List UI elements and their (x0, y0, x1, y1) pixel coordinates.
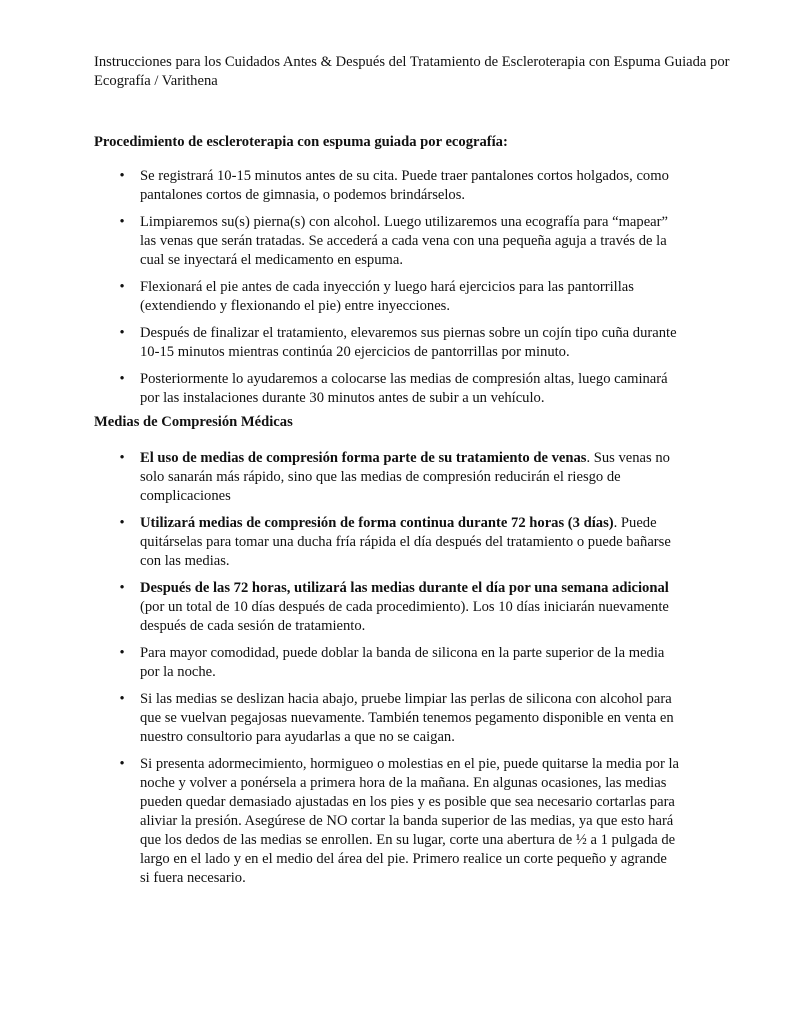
bullet-icon: • (119, 450, 125, 466)
list-item (0, 514, 680, 571)
list-item (0, 755, 680, 888)
list-item-text: Posteriormente lo ayudaremos a colocarse las medias de compresión altas, luego caminará por las instalaciones durante 30 minutos antes de subir a un vehículo. (140, 371, 668, 406)
procedure-bullet-list (0, 167, 680, 416)
list-item-text: (por un total de 10 días después de cada procedimiento). Los 10 días iniciarán nuevamente después de cada sesión de tratamiento. (140, 599, 669, 634)
bullet-icon: • (119, 756, 125, 772)
bullet-icon: • (119, 214, 125, 230)
list-item-bold-text: Después de las 72 horas, utilizará las medias durante el día por una semana adicional (140, 580, 669, 596)
list-item-text: Si presenta adormecimiento, hormigueo o molestias en el pie, puede quitarse la media por la noche y volver a ponérsela a primera hora de la mañana. En algunas ocasiones, las medias pueden quedar demasiado ajustadas en los pies y es posible que sea necesario cortarlas para aliviar la presión. Asegúrese de NO cortar la banda superior de las medias, ya que esto hará que los dedos de las medias se enrollen. En su lugar, corte una abertura de ½ a 1 pulgada de largo en el lado y en el medio del área del pie. Primero realice un corte pequeño y agrande si fuera necesario. (140, 756, 679, 886)
list-item (0, 579, 680, 636)
bullet-icon: • (119, 325, 125, 341)
bullet-icon: • (119, 515, 125, 531)
list-item-text: Se registrará 10-15 minutos antes de su cita. Puede traer pantalones cortos holgados, como pantalones cortos de gimnasia, o podemos brindárselos. (140, 168, 669, 203)
list-item (0, 370, 680, 408)
list-item-text: Flexionará el pie antes de cada inyección y luego hará ejercicios para las pantorrillas (extendiendo y flexionando el pie) entre inyecciones. (140, 279, 634, 314)
list-item (0, 213, 680, 270)
bullet-icon: • (119, 645, 125, 661)
list-item-text: Limpiaremos su(s) pierna(s) con alcohol. Luego utilizaremos una ecografía para “mapear” las venas que serán tratadas. Se accederá a cada vena con una pequeña aguja a través de la cual se inyectará el medicamento en espuma. (140, 214, 668, 268)
section-heading-compression: Medias de Compresión Médicas (94, 414, 293, 430)
list-item-bold-text: Utilizará medias de compresión de forma continua durante 72 horas (3 días) (140, 515, 614, 531)
bullet-icon: • (119, 279, 125, 295)
list-item-text: Después de finalizar el tratamiento, elevaremos sus piernas sobre un cojín tipo cuña durante 10-15 minutos mientras continúa 20 ejercicios de pantorrillas por minuto. (140, 325, 677, 360)
section-heading-procedure: Procedimiento de escleroterapia con espuma guiada por ecografía: (94, 134, 508, 150)
bullet-icon: • (119, 168, 125, 184)
list-item (0, 324, 680, 362)
list-item (0, 167, 680, 205)
compression-bullet-list (0, 449, 680, 896)
list-item-text: . Sus venas no solo sanarán más rápido, sino que las medias de compresión reducirán el riesgo de complicaciones (140, 450, 670, 504)
list-item-text: . Puede quitárselas para tomar una ducha fría rápida el día después del tratamiento o puede bañarse con las medias. (140, 515, 671, 569)
list-item (0, 644, 680, 682)
list-item-text: Si las medias se deslizan hacia abajo, pruebe limpiar las perlas de silicona con alcohol para que se vuelvan pegajosas nuevamente. También tenemos pegamento disponible en venta en nuestro consultorio para ayudarlas a que no se caigan. (140, 691, 674, 745)
document-title: Instrucciones para los Cuidados Antes & Después del Tratamiento de Escleroterapia con Espuma Guiada por Ecografía / Varithena (94, 54, 730, 89)
bullet-icon: • (119, 691, 125, 707)
list-item-bold-text: El uso de medias de compresión forma parte de su tratamiento de venas (140, 450, 587, 466)
list-item (0, 690, 680, 747)
list-item-text: Para mayor comodidad, puede doblar la banda de silicona en la parte superior de la media por la noche. (140, 645, 665, 680)
bullet-icon: • (119, 580, 125, 596)
list-item (0, 278, 680, 316)
list-item (0, 449, 680, 506)
bullet-icon: • (119, 371, 125, 387)
